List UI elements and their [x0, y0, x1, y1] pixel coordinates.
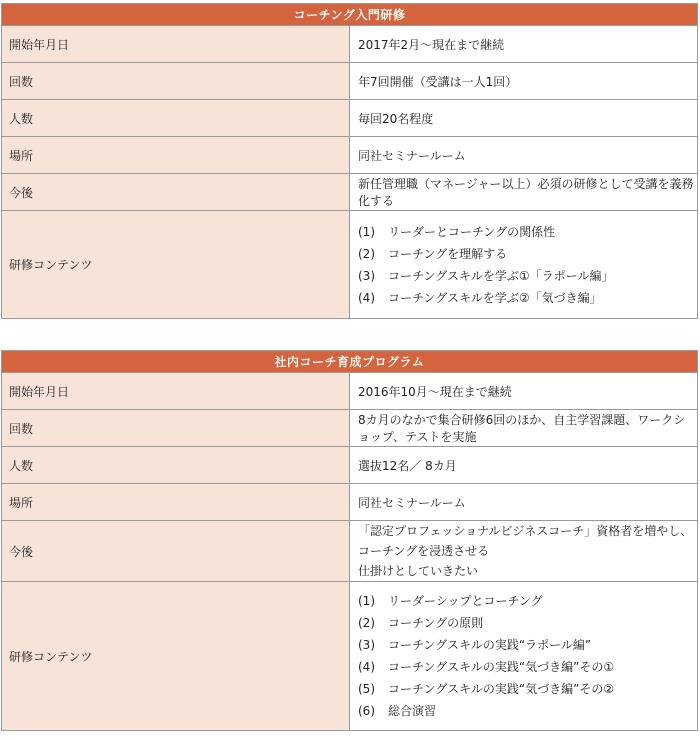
item-number: (4) [358, 660, 375, 674]
item-text: 総合演習 [388, 704, 437, 718]
item-text: リーダーシップとコーチング [388, 594, 543, 608]
row-label: 場所 [2, 484, 350, 521]
list-item [358, 656, 697, 678]
list-item [358, 590, 697, 612]
value-line: 「認定プロフェッショナルビジネスコーチ」資格者を増やし、コーチングを浸透させる [358, 524, 693, 558]
table-row [2, 373, 698, 410]
content-list [358, 590, 697, 722]
content-list [358, 221, 697, 309]
item-text: リーダーとコーチングの関係性 [388, 224, 556, 239]
row-label: 研修コンテンツ [2, 582, 350, 731]
coaching-intro-table [1, 3, 698, 319]
item-number: (5) [358, 682, 375, 696]
table-row [2, 521, 698, 582]
item-number: (2) [358, 616, 375, 630]
table-row-content [2, 582, 698, 731]
row-label: 開始年月日 [2, 26, 350, 63]
item-text: コーチングスキルを学ぶ①「ラポール編」 [388, 268, 614, 283]
item-number: (3) [358, 638, 375, 652]
item-number: (6) [358, 704, 375, 718]
row-label: 今後 [2, 521, 350, 582]
table-row-content [2, 211, 698, 319]
row-value: 8カ月のなかで集合研修6回のほか、自主学習課題、ワークショップ、テストを実施 [350, 410, 698, 447]
item-number: (3) [358, 268, 375, 283]
row-label: 回数 [2, 63, 350, 100]
row-value: 2017年2月～現在まで継続 [350, 26, 698, 63]
row-value [350, 521, 698, 582]
row-label: 開始年月日 [2, 373, 350, 410]
row-value: 同社セミナールーム [350, 484, 698, 521]
row-value: 年7回開催（受講は一人1回） [350, 63, 698, 100]
table-row [2, 100, 698, 137]
table-row [2, 26, 698, 63]
item-text: コーチングスキルの実践“気づき編”その① [388, 660, 615, 674]
row-label: 人数 [2, 447, 350, 484]
item-text: コーチングスキルを学ぶ②「気づき編」 [388, 290, 602, 305]
content-list-cell [350, 211, 698, 319]
list-item [358, 700, 697, 722]
row-label: 人数 [2, 100, 350, 137]
row-label: 場所 [2, 137, 350, 174]
row-value: 2016年10月～現在まで継続 [350, 373, 698, 410]
list-item [358, 634, 697, 656]
list-item [358, 265, 697, 287]
table-title: コーチング入門研修 [2, 4, 698, 26]
internal-coach-program-table [1, 350, 698, 731]
list-item [358, 243, 697, 265]
table-row [2, 174, 698, 211]
list-item [358, 612, 697, 634]
list-item [358, 287, 697, 309]
table-row [2, 63, 698, 100]
item-number: (1) [358, 594, 375, 608]
table-row [2, 137, 698, 174]
item-text: コーチングスキルの実践“ラポール編” [388, 638, 592, 652]
item-number: (2) [358, 246, 375, 261]
value-line: 仕掛けとしていきたい [358, 564, 479, 578]
list-item [358, 678, 697, 700]
table-title: 社内コーチ育成プログラム [2, 351, 698, 373]
item-number: (4) [358, 290, 375, 305]
row-value: 同社セミナールーム [350, 137, 698, 174]
list-item [358, 221, 697, 243]
item-text: コーチングスキルの実践“気づき編”その② [388, 682, 615, 696]
table-row [2, 410, 698, 447]
content-list-cell [350, 582, 698, 731]
table-row [2, 447, 698, 484]
row-value: 選抜12名／ 8カ月 [350, 447, 698, 484]
item-number: (1) [358, 224, 375, 239]
item-text: コーチングを理解する [388, 246, 508, 261]
table-row [2, 484, 698, 521]
row-label: 今後 [2, 174, 350, 211]
item-text: コーチングの原則 [388, 616, 484, 630]
row-value: 新任管理職（マネージャー以上）必須の研修として受講を義務化する [350, 174, 698, 211]
row-value: 毎回20名程度 [350, 100, 698, 137]
row-label: 回数 [2, 410, 350, 447]
row-label: 研修コンテンツ [2, 211, 350, 319]
